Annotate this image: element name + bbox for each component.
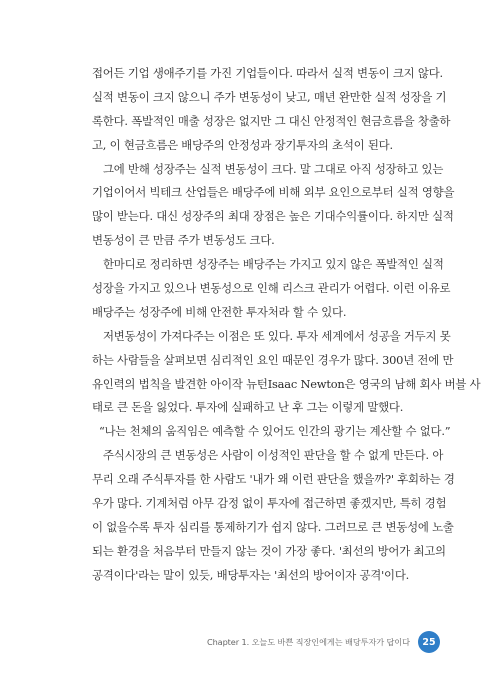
body-line: 접어든 기업 생애주기를 가진 기업들이다. 따라서 실적 변동이 크지 않다. [92, 66, 443, 80]
body-line: 성장을 가지고 있으나 변동성으로 인해 리스크 관리가 어렵다. 이런 이유로 [92, 281, 451, 296]
body-line: 록한다. 폭발적인 매출 성장은 없지만 그 대신 안정적인 현금흐름을 창출하 [92, 113, 451, 128]
body-line: 많이 받는다. 대신 성장주의 최대 장점은 높은 기대수익률이다. 하지만 실적 [92, 209, 454, 224]
body-line: 고, 이 현금흐름은 배당주의 안정성과 장기투자의 초석이 된다. [92, 137, 393, 152]
chapter-running-title: Chapter 1. 오늘도 바쁜 직장인에게는 배당투자가 답이다 [206, 636, 410, 647]
body-line: 주식시장의 큰 변동성은 사람이 이성적인 판단을 할 수 없게 만든다. 아 [103, 448, 444, 463]
body-text [92, 62, 481, 588]
body-line: 공격이다'라는 말이 있듯, 배당투자는 '최선의 방어이자 공격'이다. [92, 567, 410, 582]
body-line: 실적 변동이 크지 않으니 주가 변동성이 낮고, 매년 완만한 실적 성장을 기 [92, 89, 447, 104]
body-line: 유인력의 법칙을 발견한 아이작 뉴턴Isaac Newton은 영국의 남해 회사 버블 사 [92, 376, 481, 391]
body-line: 변동성이 큰 만큼 주가 변동성도 크다. [92, 233, 275, 248]
body-line: 저변동성이 가져다주는 이점은 또 있다. 투자 세계에서 성공을 거두지 못 [103, 328, 451, 343]
body-line: 하는 사람들을 살펴보면 심리적인 요인 때문인 경우가 많다. 300년 전에 만 [92, 352, 454, 367]
body-line: 무리 오래 주식투자를 한 사람도 '내가 왜 이런 판단을 했을까?' 후회하는 경 [92, 472, 455, 487]
body-line: 우가 많다. 기계처럼 아무 감정 없이 투자에 접근하면 좋겠지만, 특히 경험 [92, 496, 447, 511]
body-line: 배당주는 성장주에 비해 안전한 투자처라 할 수 있다. [92, 304, 347, 319]
body-line: 이 없을수록 투자 심리를 통제하기가 쉽지 않다. 그러므로 큰 변동성에 노출 [92, 519, 454, 534]
body-line: 태로 큰 돈을 잃었다. 투자에 실패하고 난 후 그는 이렇게 말했다. [92, 400, 404, 415]
body-line: 기업이어서 빅테크 산업들은 배당주에 비해 외부 요인으로부터 실적 영향을 [92, 185, 455, 200]
body-line: 되는 환경을 처음부터 만들지 않는 것이 가장 좋다. '최선의 방어가 최고의 [92, 543, 446, 558]
body-line: 그에 반해 성장주는 실적 변동성이 크다. 말 그대로 아직 성장하고 있는 [103, 161, 444, 176]
quote-line: “나는 천체의 움직임은 예측할 수 있어도 인간의 광기는 계산할 수 없다.” [99, 424, 451, 439]
body-line: 한마디로 정리하면 성장주는 배당주는 가지고 있지 않은 폭발적인 실적 [103, 257, 444, 272]
page-number-badge: 25 [418, 631, 440, 653]
page-footer [207, 631, 440, 653]
